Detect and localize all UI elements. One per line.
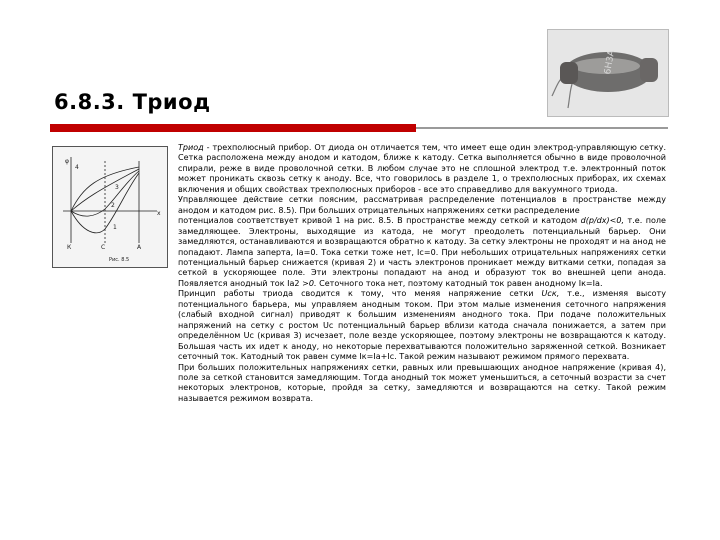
italic-run: >0. xyxy=(302,278,317,288)
svg-text:2: 2 xyxy=(111,202,115,209)
text-run: Сеточного тока нет, поэтому катодный ток равен анодному Iк=Iа. xyxy=(316,278,603,288)
paragraph xyxy=(178,216,666,289)
body-text xyxy=(178,143,666,404)
svg-text:x: x xyxy=(157,210,161,217)
vacuum-tube-image xyxy=(548,30,668,116)
title-underline-red xyxy=(50,124,416,132)
paragraph xyxy=(178,195,666,216)
text-run: т.е., изменяя высоту потенциального барьера, мы управляем анодным током. При этом малые изменения сеточного напряжения (слабый входной сигнал) приводят к большим изменениям анодного тока. При подаче положительных напряжений на сетку с ростом Uс потенциальный барьер вблизи катода сначала понижается, а затем при определённом Uс (кривая 3) исчезает, поле везде ускоряющее, поэтому электроны не возвращаются к катоду. Большая часть их идет к аноду, но некоторые перехватываются положительно заряженной сеткой. Возникает сеточный ток. Катодный ток равен сумме Iк=Iа+Iс. Такой режим называют режимом прямого перехвата. xyxy=(178,289,667,362)
svg-text:3: 3 xyxy=(115,184,119,191)
svg-text:1: 1 xyxy=(113,224,117,231)
vacuum-tube-photo xyxy=(547,29,669,117)
italic-run: d(p/dx)<0, xyxy=(580,216,625,226)
svg-text:φ: φ xyxy=(65,158,69,165)
paragraph xyxy=(178,363,666,405)
text-run: т.е. поле замедляющее. Электроны, выходящие из катода, не могут преодолеть потенциальный барьер. Они замедляются, останавливаются и возвращаются обратно к катоду. За сетку электроны не проходят и на анод не попадают. Лампа заперта, Iа=0. Тока сетки тоже нет, Iс=0. При небольших отрицательных напряжениях сетки потенциальный барьер снижается (кривая 2) и часть электронов проникает между витками сетки, попадая за сеткой в ускоряющее поле. Эти электроны попадают на анод и образуют ток во внешней цепи анода. Появляется анодный ток Iа2 xyxy=(178,216,666,288)
svg-text:К: К xyxy=(67,244,72,251)
svg-text:А: А xyxy=(137,244,142,251)
svg-text:С: С xyxy=(101,244,106,251)
italic-run: Триод xyxy=(178,143,204,152)
potential-curves-diagram xyxy=(53,147,167,267)
svg-text:4: 4 xyxy=(75,164,79,171)
text-run: потенциалов соответствует кривой 1 на рис. 8.5. В пространстве между сеткой и катодом xyxy=(178,216,581,226)
potential-distribution-figure xyxy=(52,146,168,268)
italic-run: Uск, xyxy=(541,289,560,299)
text-run: При больших положительных напряжениях сетки, равных или превышающих анодное напряжение (кривая 4), поле за сеткой становится замедляющим. Тогда анодный ток может уменьшиться, а сеточный возрасти за счет некоторых электронов, которые, пройдя за сетку, замедляются и возвращаются на сетку. Такой режим называется режимом возврата. xyxy=(178,362,666,403)
text-run: Управляющее действие сетки поясним, рассматривая распределение потенциалов в пространстве между анодом и катодом рис. 8.5). При больших отрицательных напряжениях сетки распределение xyxy=(178,195,666,215)
text-run: - трехполюсный прибор. От диода он отличается тем, что имеет еще один электрод-управляющую сетку. Сетка расположена между анодом и катодом, ближе к катоду. Сетка выполняется обычно в виде проволочной спирали, реже в виде проволочной сетки. В любом случае это не сплошной электрод т.е. электронный поток может проникать сквозь сетку к аноду. Все, что говорилось в разделе 1, о трехполюсных приборах, их схемах включения и общих свойствах трехполюсных приборов - все это справедливо для вакуумного триода. xyxy=(178,143,666,194)
tube-marking: 6Н3А xyxy=(603,49,618,76)
text-run: Принцип работы триода сводится к тому, что меняя напряжение сетки xyxy=(178,289,542,299)
title-underline-gray xyxy=(416,127,668,129)
paragraph xyxy=(178,143,666,195)
slide-title: 6.8.3. Триод xyxy=(54,90,211,114)
figure-caption: Рис. 8.5 xyxy=(109,257,130,263)
paragraph xyxy=(178,289,666,362)
